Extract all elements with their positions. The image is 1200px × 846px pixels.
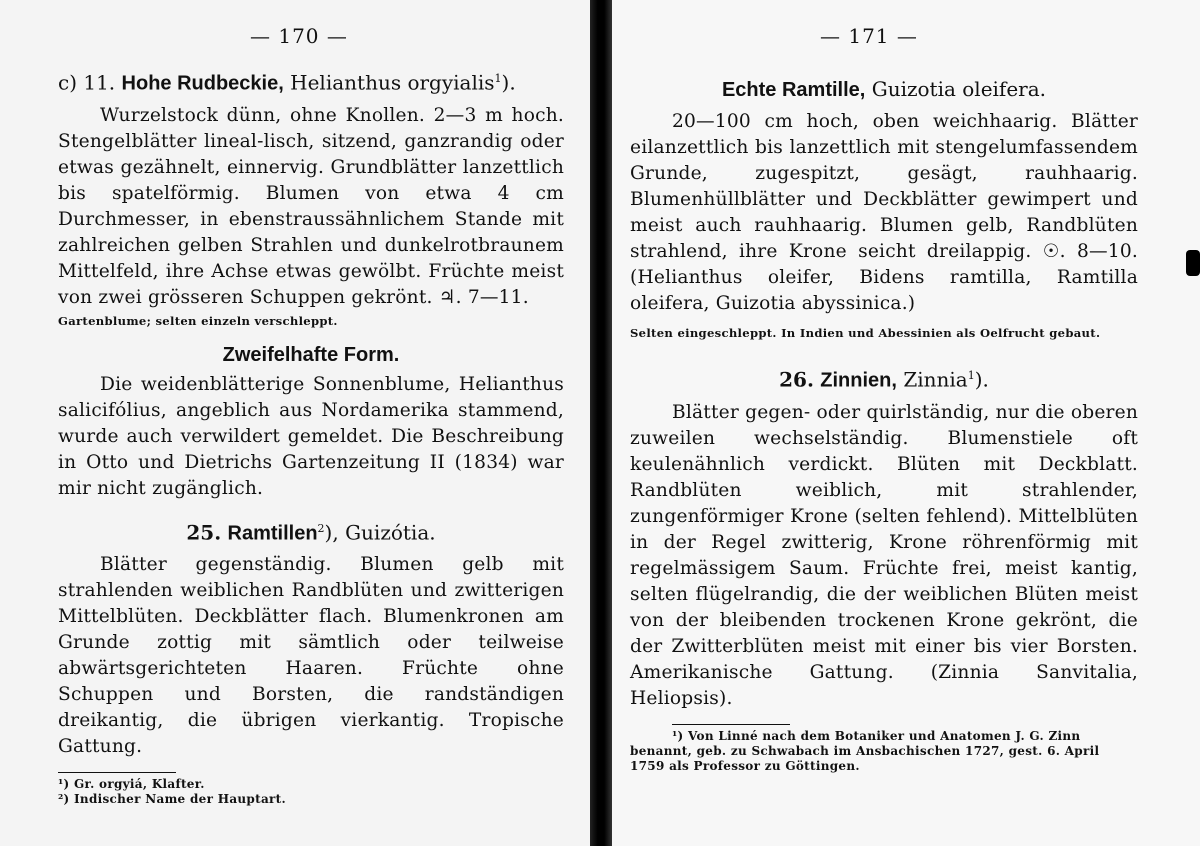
left-page: [0, 0, 590, 846]
section-heading-25: [58, 514, 564, 549]
genus-name: Ramtillen: [227, 522, 318, 545]
c11-note: Gartenblume; selten einzeln verschleppt.: [58, 313, 338, 328]
latin-name: Guizotia oleifera.: [871, 77, 1047, 101]
c11-description: Wurzelstock dünn, ohne Knollen. 2—3 m hoch. Stengelblätter lineal-lisch, sitzend, ganzrandig oder etwas gezähnelt, einnervig. Grundblätter lanzettlich bis spatelförmig. Blumen von etwa 4 cm Durchmesser, in ebenstraussähnlichem Stande mit zahlreichen gelben Strahlen und dunkelrotbraunem Mittelfeld, ihre Achse etwas gewölbt. Früchte meist von zwei grösseren Schuppen gekrönt. ♃. 7—11.: [58, 104, 564, 308]
s25-description: Blätter gegenständig. Blumen gelb mit strahlenden weiblichen Randblüten und zwitterigen Mittelblüten. Deckblätter flach. Blumenkronen am Grunde zottig mit sämtlich oder teilweise abwärtsgerichteten Haaren. Früchte ohne Schuppen und Borsten, die randständigen dreikantig, die übrigen vierkantig. Tropische Gattung.: [58, 554, 564, 758]
heading-tail: ), Guizótia.: [324, 520, 436, 545]
echte-description: 20—100 cm hoch, oben weichhaarig. Blätter eilanzettlich bis lanzettlich mit stengelumfassendem Grunde, zugespitzt, gesägt, rauhhaarig. Blumenhüllblätter und Deckblätter gewimpert und meist auch rauhhaarig. Blumen gelb, Randblüten strahlend, ihre Krone seicht dreilappig. ☉. 8—10. (Helianthus oleifer, Bidens ramtilla, Ramtilla oleifera, Guizotia abyssinica.): [630, 111, 1138, 314]
latin-name: Helianthus orgyialis: [290, 70, 495, 95]
page-number: — 171 —: [820, 24, 918, 48]
section-heading-c11: [58, 64, 564, 99]
doubtful-text: Die weidenblätterige Sonnenblume, Helianthus salicifólius, angeblich aus Nordamerika stammend, wurde auch verwildert gemeldet. Die Beschreibung in Otto und Dietrichs Gartenzeitung II (1834) war mir nicht zugänglich.: [58, 373, 564, 499]
left-column: [58, 64, 564, 807]
footnote-1: ¹) Von Linné nach dem Botaniker und Anatomen J. G. Zinn benannt, geb. zu Schwabach im Ansbachischen 1727, gest. 6. April 1759 als Professor zu Göttingen.: [630, 728, 1100, 773]
section-label: c) 11.: [58, 70, 116, 95]
page-number: — 170 —: [250, 24, 348, 48]
doubtful-heading: [58, 339, 564, 370]
latin-name: Zinnia: [903, 367, 968, 392]
heading-tail: ).: [974, 367, 989, 392]
section-number: 25.: [186, 520, 222, 545]
page-edge-mark: [1186, 250, 1200, 276]
genus-name: Zinnien,: [820, 369, 897, 392]
common-name: Hohe Rudbeckie,: [121, 72, 284, 95]
footnote-rule: [672, 724, 790, 725]
species-heading-echte: [630, 74, 1138, 105]
footnote-ref: 1: [494, 72, 502, 85]
right-page: [612, 0, 1200, 846]
section-heading-26: [630, 361, 1138, 396]
echte-note: Selten eingeschleppt. In Indien und Abessinien als Oelfrucht gebaut.: [630, 326, 1101, 340]
footnote-ref: 1: [967, 369, 975, 382]
s26-description: Blätter gegen- oder quirlständig, nur die oberen zuweilen wechselständig. Blumenstiele oft keulenähnlich verdickt. Blüten mit Deckblatt. Randblüten weiblich, mit strahlender, zungenförmiger Krone (selten fehlend). Mittelblüten in der Regel zwitterig, Krone röhrenförmig mit regelmässigem Saum. Früchte frei, meist kantig, selten flügelrandig, die der weiblichen Blüten meist von der bleibenden trockenen Krone gekrönt, die der Zwitterblüten meist mit einer bis vier Borsten. Amerikanische Gattung. (Zinnia Sanvitalia, Heliopsis).: [630, 401, 1138, 709]
right-column: [630, 74, 1138, 774]
footnote-ref: 2: [317, 521, 325, 535]
heading-tail: ).: [501, 70, 516, 95]
section-number: 26.: [779, 367, 814, 392]
common-name: Echte Ramtille,: [721, 79, 866, 101]
footnote-1: ¹) Gr. orgyiá, Klafter.: [58, 777, 205, 792]
footnote-rule: [58, 772, 176, 773]
footnote-2: ²) Indischer Name der Hauptart.: [58, 792, 286, 807]
book-gutter: [590, 0, 612, 846]
doubtful-title: Zweifelhafte Form.: [222, 343, 400, 366]
